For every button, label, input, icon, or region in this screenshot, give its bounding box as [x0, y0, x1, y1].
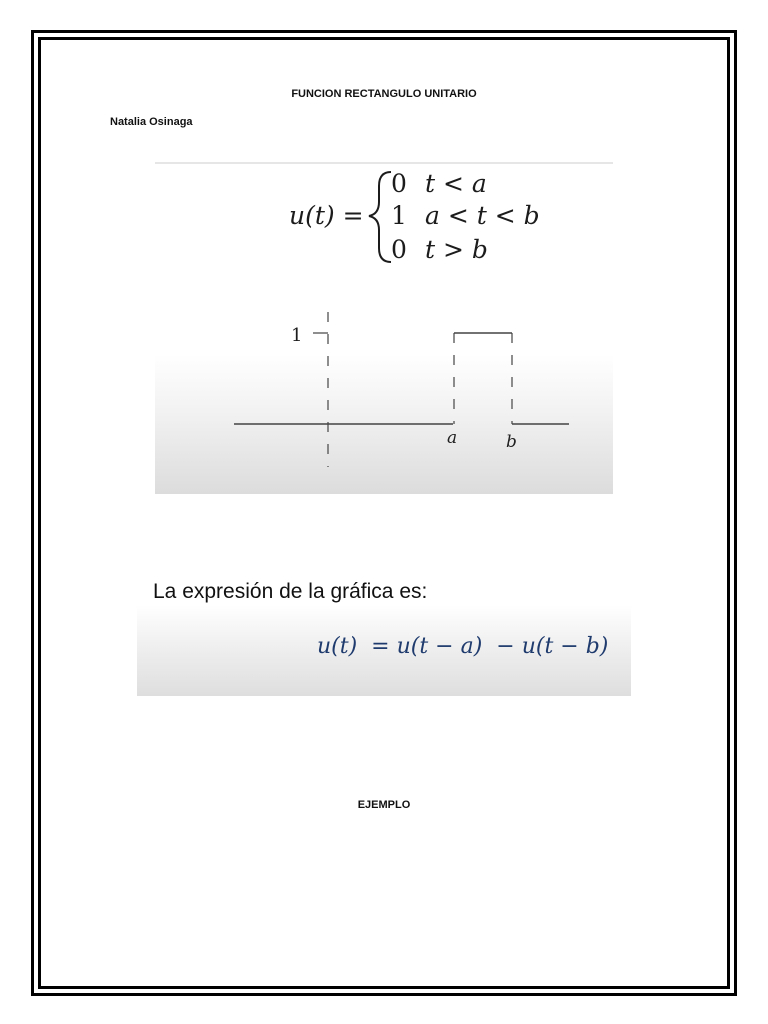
case-2-value: 1	[391, 201, 407, 230]
rectangle-function-svg	[155, 162, 613, 494]
rectangle-function-figure	[155, 162, 613, 494]
case-1-condition: t < a	[425, 169, 487, 198]
x-label-a: a	[447, 428, 458, 448]
x-label-b: b	[506, 432, 517, 452]
left-brace	[369, 172, 391, 262]
expression-caption: La expresión de la gráfica es:	[153, 580, 428, 603]
equation-lhs: u(t) =	[289, 201, 364, 230]
y-tick-label: 1	[291, 325, 303, 346]
example-heading: EJEMPLO	[357, 799, 411, 811]
case-3-condition: t > b	[425, 235, 488, 264]
figure-top-edge	[155, 162, 613, 164]
expression-figure	[137, 566, 631, 696]
case-3-value: 0	[391, 235, 407, 264]
document-author: Natalia Osinaga	[110, 116, 193, 128]
expression-equation: u(t) = u(t − a) − u(t − b)	[317, 634, 609, 659]
case-2-condition: a < t < b	[425, 201, 540, 230]
case-1-value: 0	[391, 169, 407, 198]
document-title: FUNCION RECTANGULO UNITARIO	[291, 88, 477, 100]
